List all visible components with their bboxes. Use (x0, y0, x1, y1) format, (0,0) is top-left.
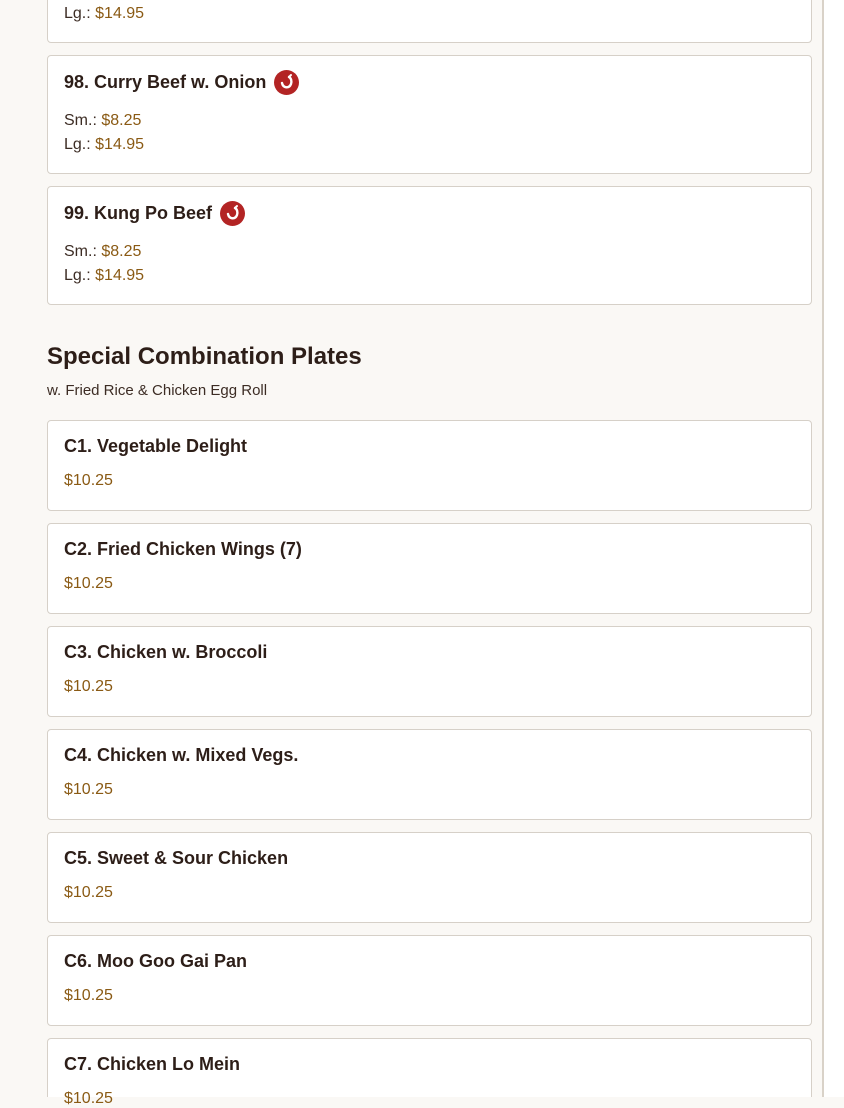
page-gutter (824, 0, 844, 1097)
chili-pepper-icon (220, 201, 245, 226)
menu-item-card[interactable] (47, 186, 812, 305)
combo-title: C1. Vegetable Delight (64, 436, 248, 456)
combo-item-card[interactable] (47, 420, 812, 511)
item-title: 98. Curry Beef w. Onion (64, 72, 267, 92)
combo-title: C3. Chicken w. Broccoli (64, 642, 268, 662)
small-price-line (64, 243, 141, 261)
large-price-line (64, 136, 144, 154)
section-subtitle: w. Fried Rice & Chicken Egg Roll (47, 382, 268, 399)
combo-title: C6. Moo Goo Gai Pan (64, 951, 248, 971)
large-label: Lg.: (64, 136, 91, 153)
combo-title: C7. Chicken Lo Mein (64, 1054, 241, 1074)
combo-item-card[interactable] (47, 935, 812, 1026)
small-price-line (64, 112, 141, 130)
item-title-row (64, 70, 299, 95)
small-price: $8.25 (101, 243, 142, 260)
small-label: Sm.: (64, 112, 97, 129)
combo-price: $10.25 (64, 1090, 113, 1107)
combo-price: $10.25 (64, 781, 113, 798)
combo-title: C4. Chicken w. Mixed Vegs. (64, 745, 299, 765)
combo-item-card[interactable] (47, 1038, 812, 1107)
section-title: Special Combination Plates (47, 343, 362, 370)
small-label: Sm.: (64, 243, 97, 260)
combo-title: C5. Sweet & Sour Chicken (64, 848, 289, 868)
item-title-row (64, 201, 245, 226)
large-price-line (64, 267, 144, 285)
combo-item-card[interactable] (47, 832, 812, 923)
large-price-line (64, 5, 144, 23)
combo-item-card[interactable] (47, 626, 812, 717)
combo-item-card[interactable] (47, 729, 812, 820)
chili-pepper-icon (274, 70, 299, 95)
combo-price: $10.25 (64, 678, 113, 695)
large-label: Lg.: (64, 267, 91, 284)
menu-item-card[interactable] (47, 55, 812, 174)
small-price: $8.25 (101, 112, 142, 129)
combo-price: $10.25 (64, 472, 113, 489)
large-price: $14.95 (95, 5, 145, 22)
combo-item-card[interactable] (47, 523, 812, 614)
large-price: $14.95 (95, 267, 145, 284)
combo-price: $10.25 (64, 884, 113, 901)
combo-price: $10.25 (64, 987, 113, 1004)
large-label: Lg.: (64, 5, 91, 22)
menu-item-card-partial[interactable] (47, 0, 812, 43)
large-price: $14.95 (95, 136, 145, 153)
item-title: 99. Kung Po Beef (64, 203, 213, 223)
combo-price: $10.25 (64, 575, 113, 592)
combo-title: C2. Fried Chicken Wings (7) (64, 539, 302, 559)
